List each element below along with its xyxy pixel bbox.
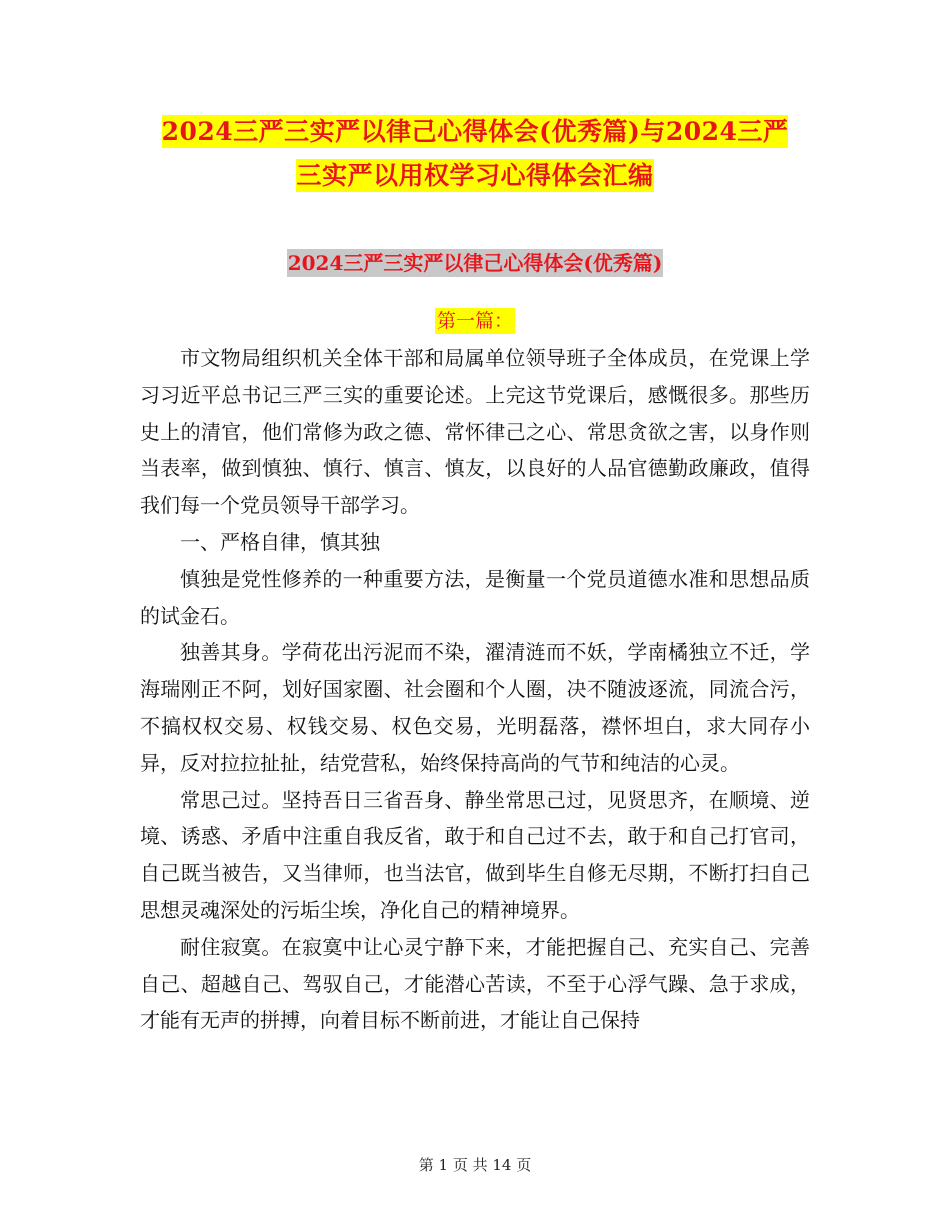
body-text <box>140 340 810 1039</box>
page-footer <box>0 1154 950 1176</box>
title-line-2: 三实严以用权学习心得体会汇编 <box>296 161 654 190</box>
section-heading: 一、严格自律，慎其独 <box>180 529 380 554</box>
paragraph: 常思己过。坚持吾日三省吾身、静坐常思己过，见贤思齐，在顺境、逆境、诱惑、矛盾中注重自我反省，敢于和自己过不去，敢于和自己打官司，自己既当被告，又当律师，也当法官，做到毕生自修无尽期，不断打扫自己思想灵魂深处的污垢尘埃，净化自己的精神境界。 <box>140 787 810 922</box>
title-line-1: 2024三严三实严以律己心得体会(优秀篇)与2024三严 <box>161 117 789 146</box>
page-number: 第 1 页 共 14 页 <box>418 1156 532 1174</box>
paragraph: 独善其身。学荷花出污泥而不染，濯清涟而不妖，学南橘独立不迁，学海瑞刚正不阿，划好国家圈、社会圈和个人圈，决不随波逐流，同流合污，不搞权权交易、权钱交易、权色交易，光明磊落，襟怀坦白，求大同存小异，反对拉拉扯扯，结党营私，始终保持高尚的气节和纯洁的心灵。 <box>140 640 810 775</box>
section-label-text: 第一篇： <box>436 310 513 332</box>
subtitle-text: 2024三严三实严以律己心得体会(优秀篇) <box>287 251 663 275</box>
section-label <box>140 306 810 337</box>
document-subtitle <box>140 246 810 282</box>
paragraph: 市文物局组织机关全体干部和局属单位领导班子全体成员，在党课上学习习近平总书记三严三实的重要论述。上完这节党课后，感慨很多。那些历史上的清官，他们常修为政之德、常怀律己之心、常思贪欲之害，以身作则当表率，做到慎独、慎行、慎言、慎友，以良好的人品官德勤政廉政，值得我们每一个党员领导干部学习。 <box>140 346 810 518</box>
document-title <box>140 110 810 198</box>
paragraph: 慎独是党性修养的一种重要方法，是衡量一个党员道德水准和思想品质的试金石。 <box>140 566 810 628</box>
paragraph: 耐住寂寞。在寂寞中让心灵宁静下来，才能把握自己、充实自己、完善自己、超越自己、驾驭自己，才能潜心苦读，不至于心浮气躁、急于求成，才能有无声的拼搏，向着目标不断前进，才能让自己保持 <box>140 934 810 1033</box>
